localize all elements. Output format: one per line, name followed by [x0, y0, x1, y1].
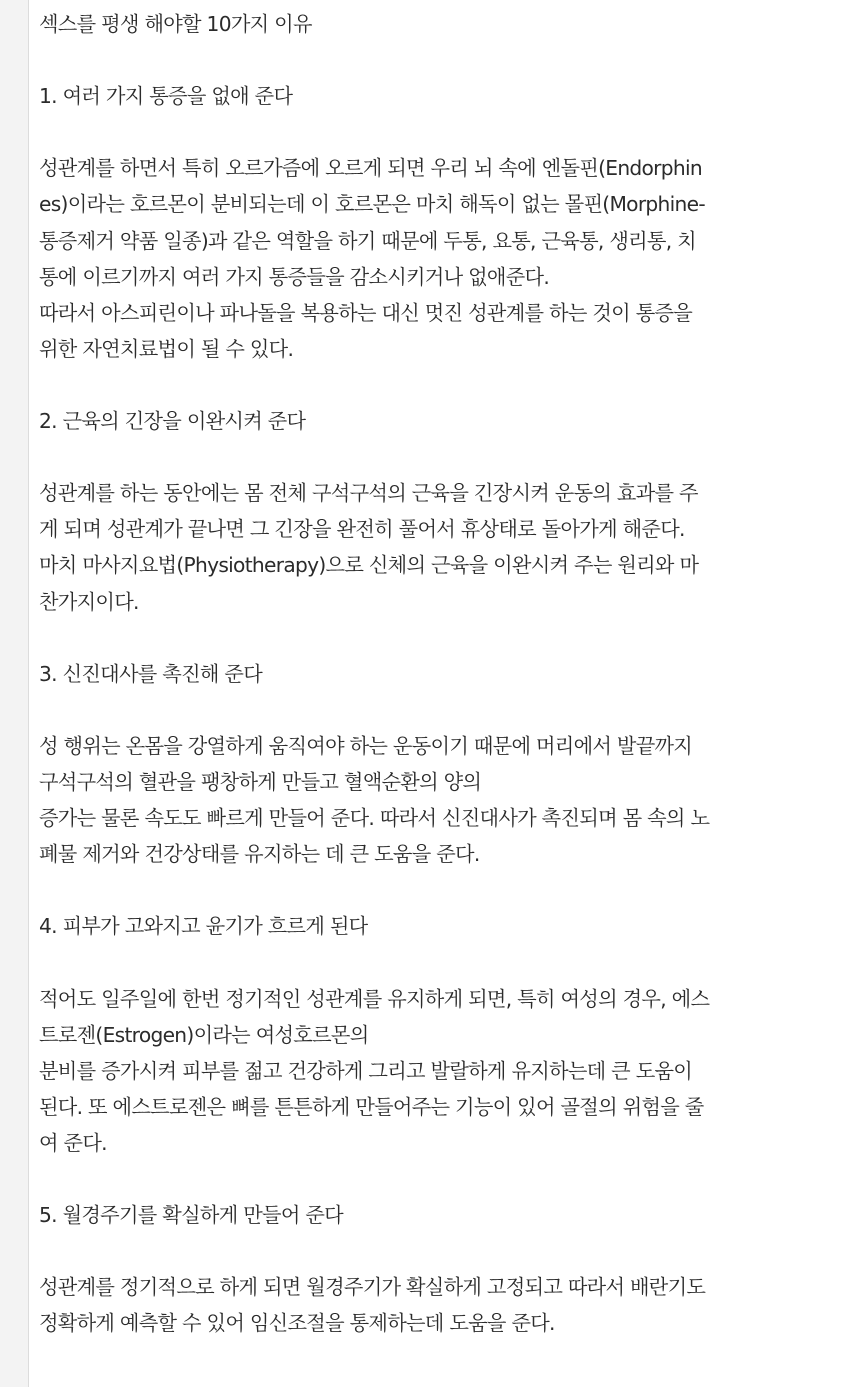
spacer [39, 692, 850, 728]
paragraph-line: 성관계를 정기적으로 하게 되면 월경주기가 확실하게 고정되고 따라서 배란기도 [39, 1275, 706, 1300]
spacer [39, 42, 850, 78]
paragraph-line: 성관계를 하면서 특히 오르가즘에 오르게 되면 우리 뇌 속에 엔돌핀(Endorphin [39, 156, 702, 181]
article-page [28, 0, 850, 1387]
article-title: 섹스를 평생 해야할 10가지 이유 [39, 12, 312, 36]
section-heading: 5. 월경주기를 확실하게 만들어 준다 [39, 1203, 343, 1228]
paragraph-line: 위한 자연치료법이 될 수 있다. [39, 336, 294, 361]
paragraph-line: 여 준다. [39, 1130, 107, 1155]
spacer [39, 367, 850, 403]
section-heading: 2. 근육의 긴장을 이완시켜 준다 [39, 409, 306, 434]
spacer [39, 620, 850, 656]
paragraph-line: 폐물 제거와 건강상태를 유지하는 데 큰 도움을 준다. [39, 842, 480, 867]
spacer [39, 1161, 850, 1197]
paragraph-line: 통에 이르기까지 여러 가지 통증들을 감소시키거나 없애준다. [39, 264, 550, 289]
spacer [39, 872, 850, 908]
paragraph-line: 성관계를 하는 동안에는 몸 전체 구석구석의 근육을 긴장시켜 운동의 효과를 주 [39, 481, 698, 506]
spacer [39, 1233, 850, 1269]
paragraph-line: 구석구석의 혈관을 팽창하게 만들고 혈액순환의 양의 [39, 769, 482, 794]
paragraph-line: 마치 마사지요법(Physiotherapy)으로 신체의 근육을 이완시켜 주는 원리와 마 [39, 553, 699, 578]
section-heading: 4. 피부가 고와지고 윤기가 흐르게 된다 [39, 914, 368, 939]
paragraph-line: 따라서 아스피린이나 파나돌을 복용하는 대신 멋진 성관계를 하는 것이 통증을 [39, 300, 693, 325]
paragraph-line: 게 되며 성관계가 끝나면 그 긴장을 완전히 풀어서 휴상태로 돌아가게 해준다. [39, 517, 685, 542]
paragraph-line: es)이라는 호르몬이 분비되는데 이 호르몬은 마치 해독이 없는 몰핀(Morphine- [39, 192, 705, 217]
paragraph-line: 정확하게 예측할 수 있어 임신조절을 통제하는데 도움을 준다. [39, 1311, 555, 1336]
paragraph-line: 성 행위는 온몸을 강열하게 움직여야 하는 운동이기 때문에 머리에서 발끝까지 [39, 733, 693, 758]
paragraph-line: 찬가지이다. [39, 589, 139, 614]
spacer [39, 944, 850, 980]
spacer [39, 114, 850, 150]
paragraph-line: 트로젠(Estrogen)이라는 여성호르몬의 [39, 1022, 369, 1047]
section-heading: 1. 여러 가지 통증을 없애 준다 [39, 84, 293, 109]
paragraph-line: 분비를 증가시켜 피부를 젊고 건강하게 그리고 발랄하게 유지하는데 큰 도움이 [39, 1058, 693, 1083]
spacer [39, 439, 850, 475]
article-body [29, 0, 850, 1341]
paragraph-line: 통증제거 약품 일종)과 같은 역할을 하기 때문에 두통, 요통, 근육통, 생리통, 치 [39, 228, 696, 253]
paragraph-line: 증가는 물론 속도도 빠르게 만들어 준다. 따라서 신진대사가 촉진되며 몸 속의 노 [39, 806, 710, 831]
paragraph-line: 된다. 또 에스트로젠은 뼈를 튼튼하게 만들어주는 기능이 있어 골절의 위험을 줄 [39, 1094, 704, 1119]
section-heading: 3. 신진대사를 촉진해 준다 [39, 661, 263, 686]
paragraph-line: 적어도 일주일에 한번 정기적인 성관계를 유지하게 되면, 특히 여성의 경우, 에스 [39, 986, 710, 1011]
